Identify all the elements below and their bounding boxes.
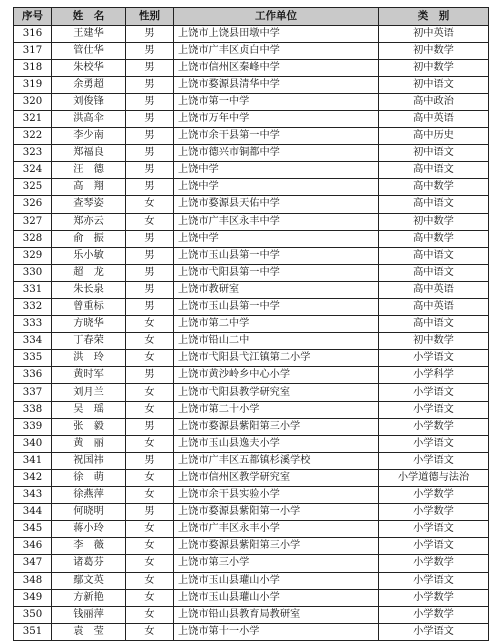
cell-unit: 上饶市广丰区永丰中学 [174,213,379,230]
table-row [14,128,489,145]
cell-no: 331 [14,281,52,298]
cell-sex: 女 [126,487,174,504]
cell-unit: 上饶市婺源县清华中学 [174,76,379,93]
cell-sex: 男 [126,93,174,110]
cell-unit: 上饶市第一中学 [174,93,379,110]
cell-unit: 上饶市余干县实验小学 [174,487,379,504]
table-row [14,538,489,555]
cell-no: 318 [14,59,52,76]
table-row [14,418,489,435]
cell-sex: 女 [126,538,174,555]
table-row [14,179,489,196]
cell-category: 小学语文 [379,384,489,401]
table-row [14,196,489,213]
table-row [14,247,489,264]
cell-name: 俞 振 [52,230,126,247]
cell-category: 初中数学 [379,42,489,59]
cell-no: 332 [14,299,52,316]
cell-name: 方新艳 [52,589,126,606]
cell-name: 丁春荣 [52,333,126,350]
cell-sex: 男 [126,110,174,127]
cell-category: 初中数学 [379,59,489,76]
cell-no: 342 [14,469,52,486]
cell-category: 高中政治 [379,93,489,110]
cell-category: 小学数学 [379,555,489,572]
cell-unit: 上饶市德兴市铜都中学 [174,145,379,162]
cell-no: 329 [14,247,52,264]
cell-sex: 男 [126,299,174,316]
cell-no: 346 [14,538,52,555]
header-sex: 性别 [126,8,174,26]
table-row [14,555,489,572]
cell-sex: 女 [126,606,174,623]
cell-unit: 上饶市弋阳县第一中学 [174,264,379,281]
cell-no: 326 [14,196,52,213]
cell-sex: 女 [126,623,174,640]
cell-no: 336 [14,367,52,384]
cell-category: 高中英语 [379,299,489,316]
cell-category: 初中数学 [379,333,489,350]
cell-category: 小学数学 [379,589,489,606]
cell-unit: 上饶市万年中学 [174,110,379,127]
cell-name: 朱校华 [52,59,126,76]
cell-category: 小学语文 [379,623,489,640]
cell-unit: 上饶市弋阳县弋江镇第二小学 [174,350,379,367]
cell-category: 初中数学 [379,213,489,230]
cell-name: 曾重标 [52,299,126,316]
cell-name: 王建华 [52,25,126,42]
table-row [14,452,489,469]
cell-unit: 上饶市第十一小学 [174,623,379,640]
cell-name: 查琴姿 [52,196,126,213]
cell-name: 超 龙 [52,264,126,281]
cell-name: 郑福良 [52,145,126,162]
cell-unit: 上饶市信州区秦峰中学 [174,59,379,76]
table-row [14,333,489,350]
cell-no: 317 [14,42,52,59]
header-row [14,8,489,26]
cell-no: 343 [14,487,52,504]
roster-sheet [13,7,488,641]
cell-unit: 上饶市铅山县教育局教研室 [174,606,379,623]
cell-sex: 男 [126,162,174,179]
cell-sex: 女 [126,555,174,572]
cell-sex: 女 [126,213,174,230]
cell-sex: 女 [126,469,174,486]
cell-name: 汪 德 [52,162,126,179]
table-row [14,572,489,589]
cell-unit: 上饶中学 [174,162,379,179]
cell-sex: 男 [126,230,174,247]
cell-unit: 上饶市婺源县紫阳第三小学 [174,418,379,435]
cell-sex: 女 [126,350,174,367]
cell-unit: 上饶市第二十小学 [174,401,379,418]
table-row [14,230,489,247]
cell-name: 郑亦云 [52,213,126,230]
cell-unit: 上饶市上饶县田墩中学 [174,25,379,42]
header-name: 姓 名 [52,8,126,26]
cell-category: 高中语文 [379,196,489,213]
cell-no: 333 [14,316,52,333]
cell-category: 小学语文 [379,435,489,452]
cell-no: 351 [14,623,52,640]
cell-sex: 女 [126,435,174,452]
cell-category: 初中英语 [379,25,489,42]
cell-category: 小学语文 [379,538,489,555]
cell-name: 刘月兰 [52,384,126,401]
cell-no: 337 [14,384,52,401]
cell-category: 小学语文 [379,401,489,418]
cell-name: 钱丽萍 [52,606,126,623]
cell-category: 小学数学 [379,418,489,435]
cell-unit: 上饶市余干县第一中学 [174,128,379,145]
cell-sex: 男 [126,179,174,196]
roster-body [14,25,489,640]
table-row [14,93,489,110]
cell-unit: 上饶市第二中学 [174,316,379,333]
cell-unit: 上饶市玉山县瓘山小学 [174,589,379,606]
cell-sex: 女 [126,589,174,606]
cell-no: 344 [14,504,52,521]
cell-name: 洪 玲 [52,350,126,367]
cell-name: 李少南 [52,128,126,145]
cell-unit: 上饶市广丰区五都镇杉溪学校 [174,452,379,469]
table-row [14,76,489,93]
cell-category: 小学语文 [379,572,489,589]
cell-no: 330 [14,264,52,281]
cell-unit: 上饶市婺源县天佑中学 [174,196,379,213]
cell-category: 小学数学 [379,504,489,521]
cell-name: 张 毅 [52,418,126,435]
cell-sex: 男 [126,281,174,298]
cell-unit: 上饶市婺源县紫阳第一小学 [174,504,379,521]
cell-sex: 男 [126,145,174,162]
header-category: 类 别 [379,8,489,26]
cell-sex: 女 [126,196,174,213]
cell-sex: 男 [126,452,174,469]
header-no: 序号 [14,8,52,26]
cell-name: 朱长泉 [52,281,126,298]
table-row [14,110,489,127]
cell-name: 吴 瑶 [52,401,126,418]
cell-no: 324 [14,162,52,179]
cell-category: 初中语文 [379,145,489,162]
cell-unit: 上饶市信州区教学研究室 [174,469,379,486]
cell-no: 320 [14,93,52,110]
cell-name: 蒋小玲 [52,521,126,538]
cell-category: 小学语文 [379,452,489,469]
cell-category: 初中语文 [379,76,489,93]
cell-name: 乐小敏 [52,247,126,264]
cell-no: 323 [14,145,52,162]
cell-category: 高中数学 [379,230,489,247]
cell-name: 诸葛芬 [52,555,126,572]
cell-unit: 上饶市弋阳县教学研究室 [174,384,379,401]
cell-unit: 上饶市第三小学 [174,555,379,572]
cell-sex: 男 [126,418,174,435]
table-row [14,606,489,623]
cell-sex: 男 [126,367,174,384]
cell-sex: 男 [126,25,174,42]
cell-name: 方晓华 [52,316,126,333]
cell-unit: 上饶市婺源县紫阳第三小学 [174,538,379,555]
cell-unit: 上饶市教研室 [174,281,379,298]
table-row [14,367,489,384]
cell-name: 何晓明 [52,504,126,521]
cell-category: 小学数学 [379,606,489,623]
table-row [14,162,489,179]
cell-no: 316 [14,25,52,42]
cell-category: 高中历史 [379,128,489,145]
table-row [14,42,489,59]
cell-sex: 男 [126,264,174,281]
cell-category: 小学语文 [379,350,489,367]
cell-no: 340 [14,435,52,452]
cell-name: 洪高伞 [52,110,126,127]
cell-name: 高 翔 [52,179,126,196]
cell-sex: 男 [126,504,174,521]
cell-sex: 男 [126,128,174,145]
cell-no: 334 [14,333,52,350]
cell-no: 338 [14,401,52,418]
cell-category: 高中语文 [379,264,489,281]
table-row [14,487,489,504]
table-row [14,401,489,418]
cell-unit: 上饶中学 [174,230,379,247]
table-row [14,504,489,521]
cell-category: 小学道德与法治 [379,469,489,486]
cell-unit: 上饶中学 [174,179,379,196]
cell-name: 黄时军 [52,367,126,384]
cell-no: 328 [14,230,52,247]
table-row [14,264,489,281]
cell-sex: 女 [126,316,174,333]
cell-unit: 上饶市玉山县逸夫小学 [174,435,379,452]
table-row [14,213,489,230]
cell-category: 小学语文 [379,521,489,538]
cell-no: 348 [14,572,52,589]
cell-category: 高中语文 [379,247,489,264]
cell-sex: 女 [126,384,174,401]
cell-category: 高中数学 [379,179,489,196]
cell-name: 鄢文英 [52,572,126,589]
cell-unit: 上饶市铅山二中 [174,333,379,350]
cell-sex: 男 [126,59,174,76]
table-row [14,589,489,606]
table-row [14,299,489,316]
table-row [14,316,489,333]
cell-unit: 上饶市广丰区贞白中学 [174,42,379,59]
table-row [14,350,489,367]
header-unit: 工作单位 [174,8,379,26]
cell-no: 325 [14,179,52,196]
cell-category: 高中语文 [379,316,489,333]
cell-category: 高中英语 [379,110,489,127]
cell-no: 341 [14,452,52,469]
cell-name: 袁 莹 [52,623,126,640]
table-row [14,384,489,401]
cell-name: 黄 丽 [52,435,126,452]
cell-sex: 女 [126,572,174,589]
cell-no: 322 [14,128,52,145]
cell-sex: 女 [126,333,174,350]
cell-sex: 女 [126,401,174,418]
cell-sex: 男 [126,247,174,264]
cell-unit: 上饶市黄沙岭乡中心小学 [174,367,379,384]
cell-no: 319 [14,76,52,93]
cell-no: 350 [14,606,52,623]
cell-no: 345 [14,521,52,538]
cell-sex: 男 [126,42,174,59]
table-row [14,469,489,486]
cell-unit: 上饶市玉山县瓘山小学 [174,572,379,589]
cell-name: 余勇超 [52,76,126,93]
table-row [14,145,489,162]
cell-name: 徐燕萍 [52,487,126,504]
cell-category: 小学数学 [379,487,489,504]
cell-no: 349 [14,589,52,606]
roster-table [13,7,489,641]
cell-no: 339 [14,418,52,435]
table-row [14,25,489,42]
cell-unit: 上饶市玉山县第一中学 [174,299,379,316]
cell-no: 327 [14,213,52,230]
table-row [14,435,489,452]
cell-no: 321 [14,110,52,127]
table-row [14,521,489,538]
cell-sex: 女 [126,521,174,538]
cell-unit: 上饶市玉山县第一中学 [174,247,379,264]
cell-name: 刘俊锋 [52,93,126,110]
cell-name: 管仕华 [52,42,126,59]
cell-category: 高中语文 [379,162,489,179]
cell-no: 347 [14,555,52,572]
table-row [14,281,489,298]
cell-category: 高中英语 [379,281,489,298]
cell-no: 335 [14,350,52,367]
table-row [14,59,489,76]
cell-name: 祝国祎 [52,452,126,469]
cell-name: 李 薇 [52,538,126,555]
cell-sex: 男 [126,76,174,93]
cell-name: 徐 萌 [52,469,126,486]
cell-category: 小学科学 [379,367,489,384]
cell-unit: 上饶市广丰区永丰小学 [174,521,379,538]
